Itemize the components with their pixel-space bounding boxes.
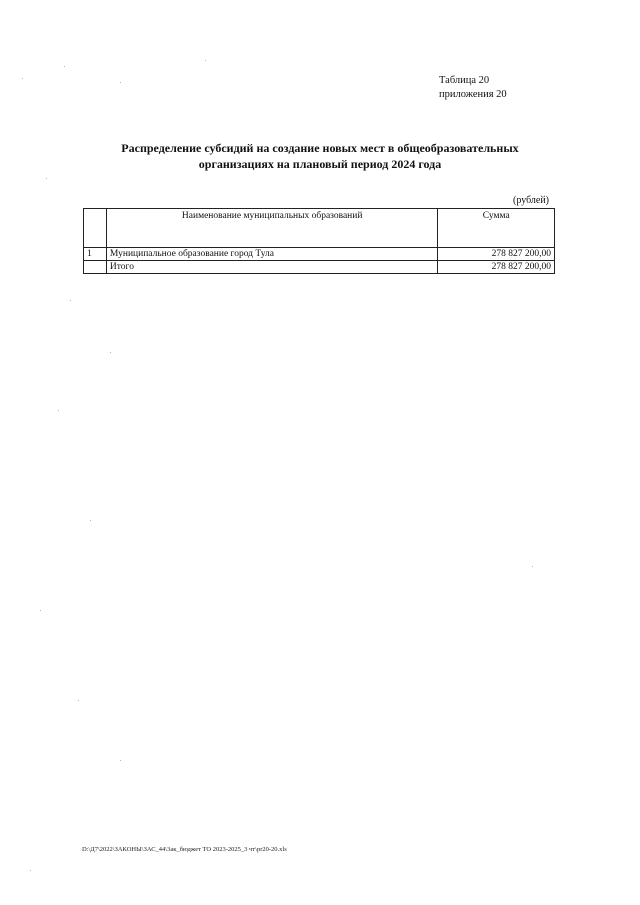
document-title-line1: Распределение субсидий на создание новых мест в общеобразовательных [121,141,519,155]
table-row [84,248,555,261]
scan-speck [46,178,47,179]
table-total-row [84,261,555,274]
header-number [84,209,107,248]
scan-speck [70,300,71,301]
table-header-row [84,209,555,248]
row-municipality-name: Муниципальное образование город Тула [106,248,438,261]
scan-speck [110,352,111,353]
scan-speck [90,520,91,521]
document-title-line2: организациях на плановый период 2024 года [198,157,442,171]
subsidy-table [83,208,555,274]
scan-speck [532,566,533,567]
file-path-footer: D:\Д7\2022\ЗАКОНЫ\ЗАС_44\3ак_бюджет ТО 2023-2025_3 чт\pr20-20.xls [82,846,287,853]
total-row-number [84,261,107,274]
row-sum: 278 827 200,00 [438,248,555,261]
scan-speck [40,610,41,611]
scan-speck [58,410,59,411]
scan-speck [30,870,31,871]
table-number-label: Таблица 20 [439,75,490,86]
scan-speck [64,66,65,67]
scan-speck [120,82,121,83]
scan-speck [22,78,23,79]
header-sum: Сумма [438,209,555,248]
scan-speck [205,60,206,61]
document-title [90,140,550,172]
appendix-label: приложения 20 [439,89,507,100]
total-row-label: Итого [106,261,438,274]
unit-label: (рублей) [513,195,550,206]
scan-speck [120,760,121,761]
row-number: 1 [84,248,107,261]
scan-speck [78,700,79,701]
total-row-sum: 278 827 200,00 [438,261,555,274]
header-municipality-name: Наименование муниципальных образований [106,209,438,248]
annex-reference [439,74,507,102]
